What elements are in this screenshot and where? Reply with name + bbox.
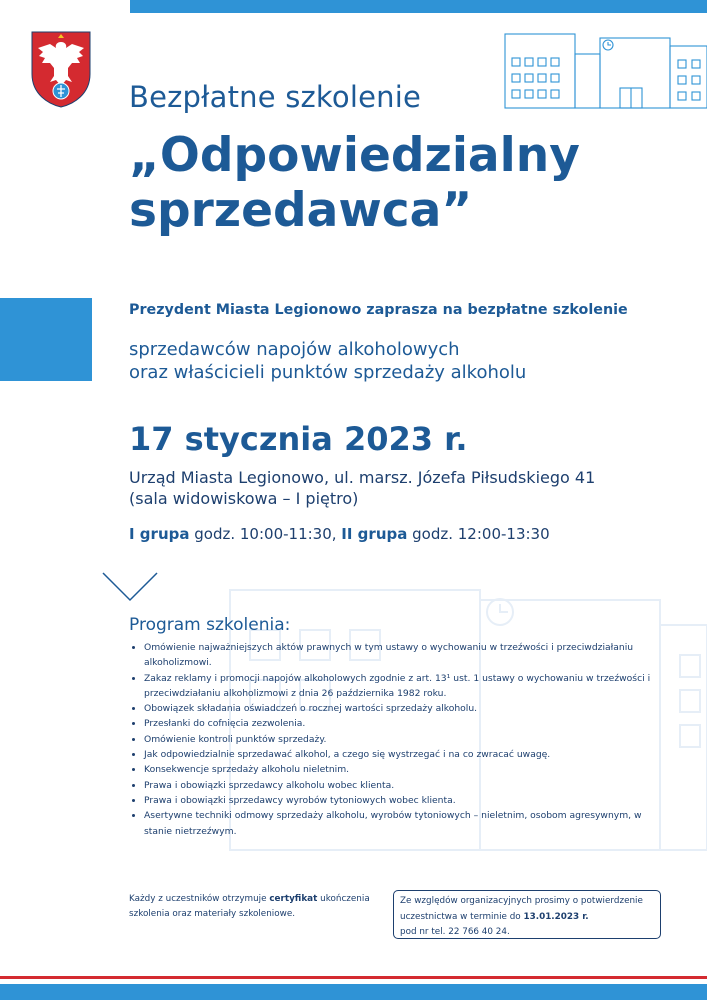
program-item: Przesłanki do cofnięcia zezwolenia. <box>144 716 664 731</box>
address-line-2: (sala widowiskowa – I piętro) <box>129 489 359 508</box>
certificate-word: certyfikat <box>269 894 318 904</box>
program-item: Omówienie kontroli punktów sprzedaży. <box>144 732 664 747</box>
bottom-red-stripe <box>0 976 707 979</box>
program-list <box>129 640 664 839</box>
program-item: Obowiązek składania oświadczeń o rocznej wartości sprzedaży alkoholu. <box>144 701 664 716</box>
page-subtitle: Bezpłatne szkolenie <box>129 80 422 114</box>
program-item: Prawa i obowiązki sprzedawcy wyrobów tytoniowych wobec klienta. <box>144 793 664 808</box>
group-2-label: II grupa <box>341 525 408 543</box>
confirmation-text: Ze względów organizacyjnych prosimy o potwierdzenie uczestnictwa w terminie do <box>400 896 643 922</box>
confirmation-box <box>393 890 661 939</box>
side-accent-square <box>0 298 92 381</box>
coat-of-arms-icon <box>30 30 92 108</box>
building-outline-icon <box>500 28 707 110</box>
chevron-down-icon <box>102 572 158 602</box>
bottom-blue-stripe <box>0 984 707 1000</box>
program-item: Jak odpowiedzialnie sprzedawać alkohol, a czego się wystrzegać i na co zwracać uwagę. <box>144 747 664 762</box>
certificate-note-pre: Każdy z uczestników otrzymuje <box>129 894 270 904</box>
certificate-note-post: ukończenia szkolenia oraz materiały szkoleniowe. <box>129 894 370 919</box>
confirmation-phone: pod nr tel. 22 766 40 24. <box>400 927 510 937</box>
certificate-note <box>129 892 389 922</box>
program-title: Program szkolenia: <box>129 615 291 635</box>
audience-line-2: oraz właścicieli punktów sprzedaży alkoholu <box>129 362 527 383</box>
group-1-time: godz. 10:00-11:30, <box>189 525 342 543</box>
invitation-text: Prezydent Miasta Legionowo zaprasza na bezpłatne szkolenie <box>129 302 628 318</box>
top-accent-bar <box>130 0 707 13</box>
program-item: Prawa i obowiązki sprzedawcy alkoholu wobec klienta. <box>144 778 664 793</box>
address-line-1: Urząd Miasta Legionowo, ul. marsz. Józefa Piłsudskiego 41 <box>129 468 596 487</box>
audience-line-1: sprzedawców napojów alkoholowych <box>129 339 460 360</box>
program-item: Omówienie najważniejszych aktów prawnych w tym ustawy o wychowaniu w trzeźwości i przeciwdziałaniu alkoholizmowi. <box>144 640 664 671</box>
page-title: „Odpowiedzialny sprzedawca” <box>129 128 580 238</box>
group-schedule <box>129 525 550 543</box>
group-1-label: I grupa <box>129 525 190 543</box>
confirmation-deadline: 13.01.2023 r. <box>523 911 589 922</box>
event-address <box>129 467 669 509</box>
event-date: 17 stycznia 2023 r. <box>129 420 468 458</box>
program-item: Konsekwencje sprzedaży alkoholu nieletnim. <box>144 762 664 777</box>
target-audience <box>129 338 649 384</box>
program-item: Asertywne techniki odmowy sprzedaży alkoholu, wyrobów tytoniowych – nieletnim, osobom agresywnym, w stanie nietrzeźwym. <box>144 808 664 839</box>
group-2-time: godz. 12:00-13:30 <box>407 525 550 543</box>
program-item: Zakaz reklamy i promocji napojów alkoholowych zgodnie z art. 13¹ ust. 1 ustawy o wychowaniu w trzeźwości i przeciwdziałaniu alkoholizmowi z dnia 26 października 1982 roku. <box>144 671 664 702</box>
